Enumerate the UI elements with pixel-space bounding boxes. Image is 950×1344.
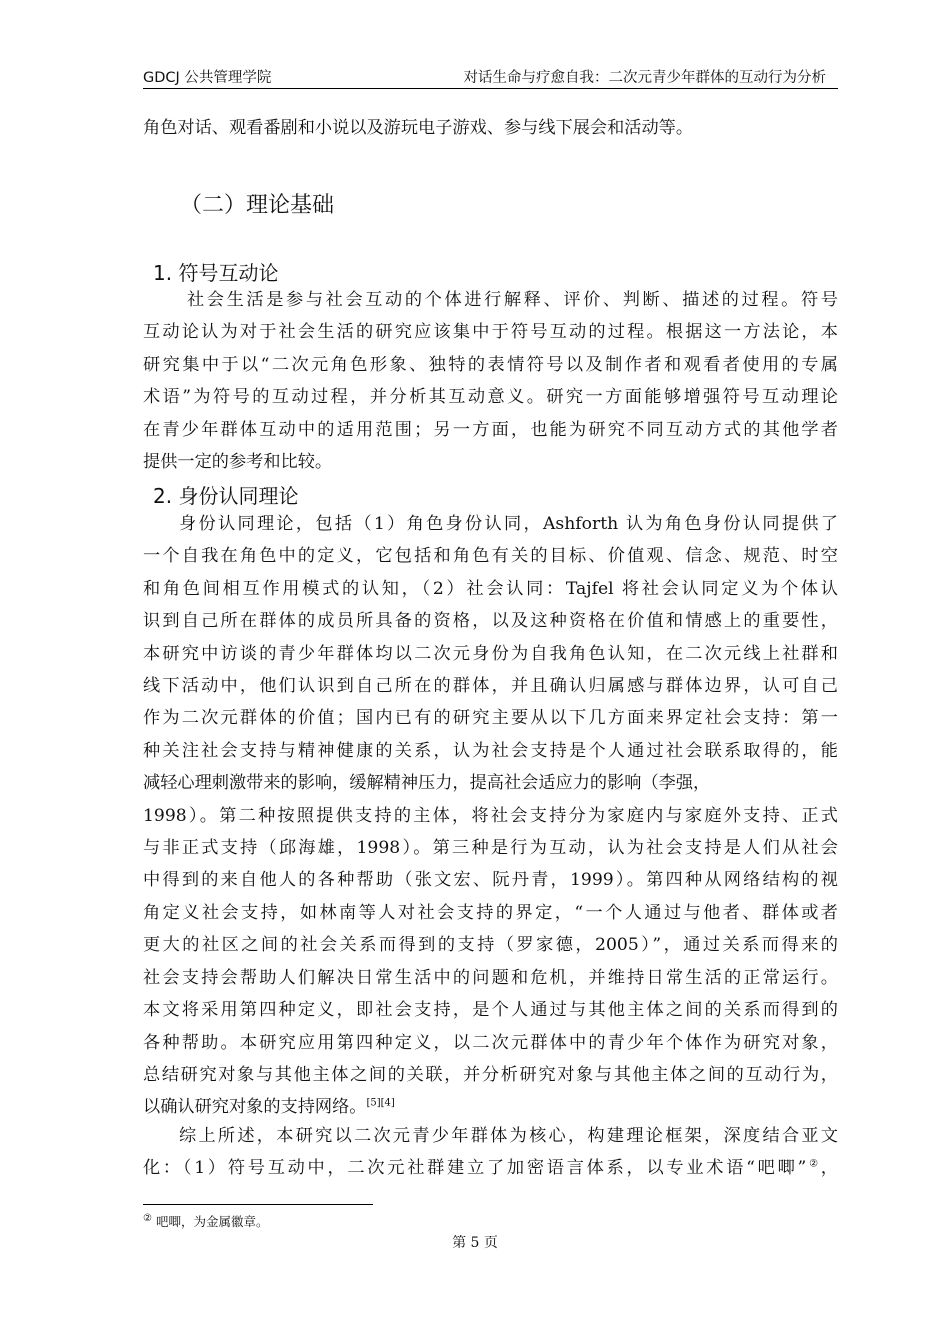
sub2-line: 1998）。第二种按照提供支持的主体，将社会支持分为家庭内与家庭外支持、正式	[143, 805, 838, 826]
sub2-line: 社会支持会帮助人们解决日常生活中的问题和危机，并维持日常生活的正常运行。	[143, 967, 838, 988]
sub1-line: 互动论认为对于社会生活的研究应该集中于符号互动的过程。根据这一方法论，本	[143, 322, 838, 343]
sub2-line: 本研究中访谈的青少年群体均以二次元身份为自我角色认知，在二次元线上社群和	[143, 643, 838, 664]
header-institution: GDCJ 公共管理学院	[143, 70, 272, 86]
sub2-line: 减轻心理刺激带来的影响，缓解精神压力，提高社会适应力的影响（李强，	[143, 773, 711, 794]
sub1-line: 社会生活是参与社会互动的个体进行解释、评价、判断、描述的过程。符号	[187, 290, 838, 310]
sub1-line: 研究集中于以“二次元角色形象、独特的表情符号以及制作者和观看者使用的专属	[143, 354, 838, 375]
sub2-line: 识到自己所在群体的成员所具备的资格，以及这种资格在价值和情感上的重要性，	[143, 611, 838, 632]
intro-line: 角色对话、观看番剧和小说以及游玩电子游戏、参与线下展会和活动等。	[143, 118, 694, 138]
sub2-line-text: 以确认研究对象的支持网络。	[143, 1097, 367, 1118]
sub2-line: 线下活动中，他们认识到自己所在的群体，并且确认归属感与群体边界，认可自己	[143, 676, 838, 697]
sub2-line: 本文将采用第四种定义，即社会支持，是个人通过与其他主体之间的关系而得到的	[143, 1000, 838, 1021]
summary-line-2	[143, 1152, 838, 1184]
sub2-line: 中得到的来自他人的各种帮助（张文宏、阮丹青，1999）。第四种从网络结构的视	[143, 870, 838, 891]
running-header	[143, 62, 838, 89]
sub2-line: 种关注社会支持与精神健康的关系，认为社会支持是个人通过社会联系取得的，能	[143, 740, 838, 761]
subsection-1-title: 1. 符号互动论	[153, 261, 279, 285]
footnote	[143, 1212, 268, 1230]
sub2-line: 角定义社会支持，如林南等人对社会支持的界定，“一个人通过与他者、群体或者	[143, 902, 838, 923]
sub1-line: 提供一定的参考和比较。	[143, 452, 333, 473]
sub2-paragraph	[143, 508, 838, 1124]
sub1-line: 在青少年群体互动中的适用范围；另一方面，也能为研究不同互动方式的其他学者	[143, 419, 838, 440]
sub2-line: 与非正式支持（邱海雄，1998）。第三种是行为互动，认为社会支持是人们从社会	[143, 838, 838, 859]
sub2-line: 身份认同理论，包括（1）角色身份认同，Ashforth 认为角色身份认同提供了	[179, 514, 838, 534]
footnote-ref: ②	[806, 1158, 821, 1170]
footnote-divider	[143, 1204, 373, 1205]
footnote-mark: ②	[143, 1212, 152, 1224]
footnote-text: 吧唧，为金属徽章。	[155, 1214, 269, 1229]
intro-paragraph	[143, 112, 838, 144]
subsection-2-title: 2. 身份认同理论	[153, 484, 299, 508]
summary-line: 综上所述，本研究以二次元青少年群体为核心，构建理论框架，深度结合亚文	[179, 1126, 838, 1146]
sub2-line: 一个自我在角色中的定义，它包括和角色有关的目标、价值观、信念、规范、时空	[143, 546, 838, 567]
citation-ref: [5][4]	[366, 1097, 395, 1109]
sub2-line: 更大的社区之间的社会关系而得到的支持（罗家德，2005）”，通过关系而得来的	[143, 935, 838, 956]
summary-line-end: ，	[820, 1158, 838, 1179]
header-title: 对话生命与疗愈自我：二次元青少年群体的互动行为分析	[463, 70, 826, 86]
sub1-line: 术语”为符号的互动过程，并分析其互动意义。研究一方面能够增强符号互动理论	[143, 387, 838, 408]
sub1-paragraph	[143, 284, 838, 478]
sub2-line: 作为二次元群体的价值；国内已有的研究主要从以下几方面来界定社会支持：第一	[143, 708, 838, 729]
summary-line-text: 化：（1）符号互动中，二次元社群建立了加密语言体系，以专业术语“吧唧”	[143, 1158, 807, 1179]
sub2-last-line	[143, 1091, 838, 1123]
section-title: （二）理论基础	[180, 193, 335, 218]
sub2-line: 和角色间相互作用模式的认知，（2）社会认同：Tajfel 将社会认同定义为个体认	[143, 578, 838, 599]
page-number: 第 5 页	[452, 1235, 498, 1251]
summary-paragraph	[143, 1120, 838, 1185]
sub2-line: 各种帮助。本研究应用第四种定义，以二次元群体中的青少年个体作为研究对象，	[143, 1032, 838, 1053]
sub2-line: 总结研究对象与其他主体之间的关联，并分析研究对象与其他主体之间的互动行为，	[143, 1064, 838, 1085]
